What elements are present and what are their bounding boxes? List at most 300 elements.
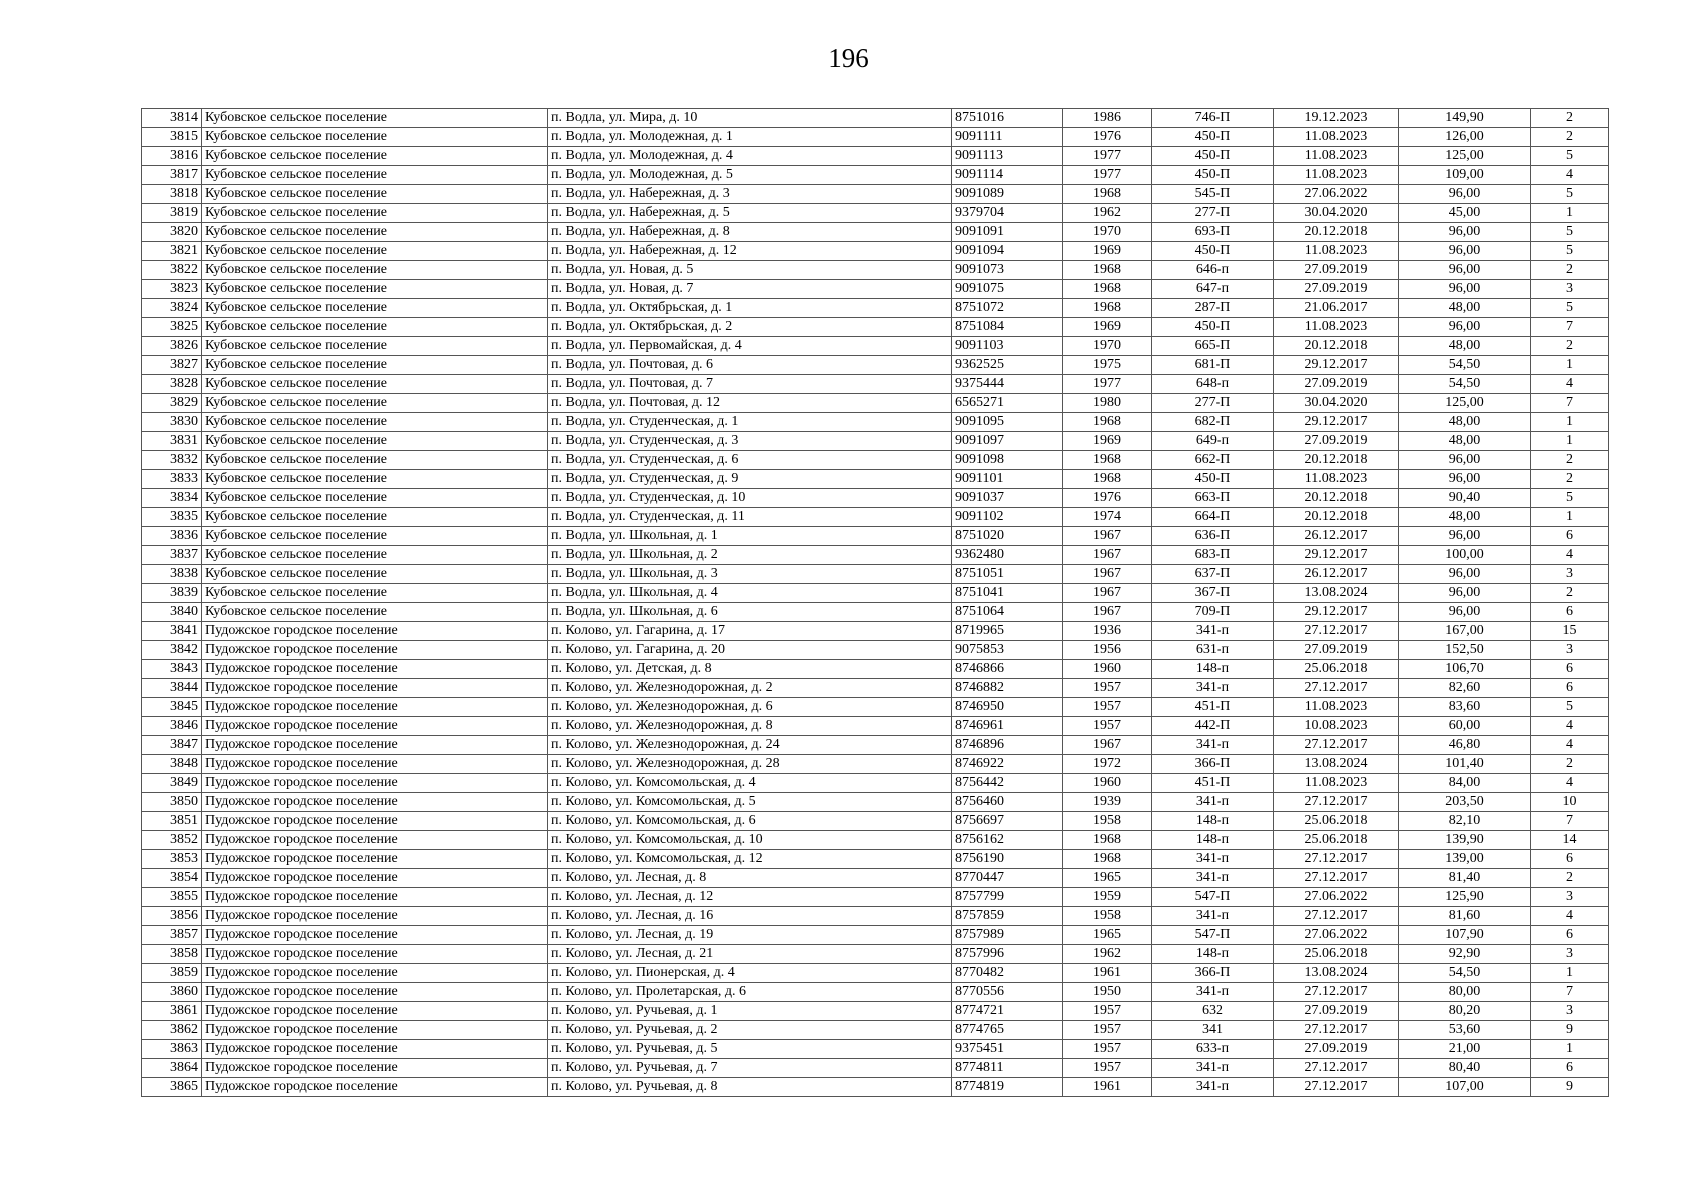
row-number-cell: 3842 (142, 641, 202, 660)
row-number-cell: 3838 (142, 565, 202, 584)
build-year-cell: 1962 (1063, 204, 1152, 223)
address-cell: п. Колово, ул. Лесная, д. 21 (548, 945, 952, 964)
row-number-cell: 3850 (142, 793, 202, 812)
area-cell: 48,00 (1399, 299, 1531, 318)
area-cell: 81,60 (1399, 907, 1531, 926)
build-year-cell: 1967 (1063, 584, 1152, 603)
address-cell: п. Водла, ул. Набережная, д. 3 (548, 185, 952, 204)
area-cell: 83,60 (1399, 698, 1531, 717)
residents-count-cell: 2 (1531, 128, 1609, 147)
area-cell: 80,20 (1399, 1002, 1531, 1021)
area-cell: 96,00 (1399, 185, 1531, 204)
area-cell: 21,00 (1399, 1040, 1531, 1059)
decree-number-cell: 633-п (1152, 1040, 1274, 1059)
row-number-cell: 3828 (142, 375, 202, 394)
decree-number-cell: 341 (1152, 1021, 1274, 1040)
building-id-cell: 9091102 (952, 508, 1063, 527)
build-year-cell: 1967 (1063, 527, 1152, 546)
build-year-cell: 1961 (1063, 1078, 1152, 1097)
decree-number-cell: 341-п (1152, 793, 1274, 812)
address-cell: п. Колово, ул. Ручьевая, д. 7 (548, 1059, 952, 1078)
area-cell: 48,00 (1399, 432, 1531, 451)
build-year-cell: 1960 (1063, 774, 1152, 793)
address-cell: п. Колово, ул. Гагарина, д. 20 (548, 641, 952, 660)
area-cell: 48,00 (1399, 413, 1531, 432)
decree-number-cell: 637-П (1152, 565, 1274, 584)
area-cell: 54,50 (1399, 964, 1531, 983)
settlement-cell: Кубовское сельское поселение (202, 489, 548, 508)
build-year-cell: 1962 (1063, 945, 1152, 964)
address-cell: п. Колово, ул. Лесная, д. 16 (548, 907, 952, 926)
residents-count-cell: 6 (1531, 1059, 1609, 1078)
residents-count-cell: 3 (1531, 565, 1609, 584)
row-number-cell: 3852 (142, 831, 202, 850)
area-cell: 96,00 (1399, 565, 1531, 584)
building-id-cell: 9091101 (952, 470, 1063, 489)
table-row (142, 831, 1609, 850)
row-number-cell: 3854 (142, 869, 202, 888)
building-id-cell: 8746961 (952, 717, 1063, 736)
settlement-cell: Кубовское сельское поселение (202, 299, 548, 318)
address-cell: п. Колово, ул. Пионерская, д. 4 (548, 964, 952, 983)
decree-number-cell: 709-П (1152, 603, 1274, 622)
build-year-cell: 1968 (1063, 299, 1152, 318)
residents-count-cell: 1 (1531, 432, 1609, 451)
decree-date-cell: 27.06.2022 (1274, 926, 1399, 945)
row-number-cell: 3840 (142, 603, 202, 622)
area-cell: 96,00 (1399, 261, 1531, 280)
residents-count-cell: 5 (1531, 147, 1609, 166)
settlement-cell: Пудожское городское поселение (202, 660, 548, 679)
decree-date-cell: 27.12.2017 (1274, 736, 1399, 755)
decree-date-cell: 27.09.2019 (1274, 1002, 1399, 1021)
row-number-cell: 3858 (142, 945, 202, 964)
settlement-cell: Пудожское городское поселение (202, 983, 548, 1002)
table-row (142, 641, 1609, 660)
building-id-cell: 8746922 (952, 755, 1063, 774)
build-year-cell: 1957 (1063, 679, 1152, 698)
row-number-cell: 3836 (142, 527, 202, 546)
settlement-cell: Пудожское городское поселение (202, 945, 548, 964)
settlement-cell: Пудожское городское поселение (202, 812, 548, 831)
table-row (142, 622, 1609, 641)
decree-number-cell: 341-п (1152, 983, 1274, 1002)
decree-number-cell: 148-п (1152, 812, 1274, 831)
building-id-cell: 9375451 (952, 1040, 1063, 1059)
building-id-cell: 8751084 (952, 318, 1063, 337)
residents-count-cell: 2 (1531, 584, 1609, 603)
area-cell: 96,00 (1399, 242, 1531, 261)
row-number-cell: 3845 (142, 698, 202, 717)
row-number-cell: 3860 (142, 983, 202, 1002)
row-number-cell: 3839 (142, 584, 202, 603)
area-cell: 48,00 (1399, 337, 1531, 356)
residents-count-cell: 5 (1531, 299, 1609, 318)
address-cell: п. Колово, ул. Комсомольская, д. 5 (548, 793, 952, 812)
build-year-cell: 1977 (1063, 166, 1152, 185)
decree-date-cell: 21.06.2017 (1274, 299, 1399, 318)
row-number-cell: 3819 (142, 204, 202, 223)
decree-date-cell: 27.09.2019 (1274, 641, 1399, 660)
row-number-cell: 3835 (142, 508, 202, 527)
table-row (142, 299, 1609, 318)
build-year-cell: 1976 (1063, 128, 1152, 147)
settlement-cell: Кубовское сельское поселение (202, 318, 548, 337)
area-cell: 96,00 (1399, 603, 1531, 622)
build-year-cell: 1970 (1063, 337, 1152, 356)
decree-date-cell: 11.08.2023 (1274, 698, 1399, 717)
build-year-cell: 1977 (1063, 375, 1152, 394)
settlement-cell: Пудожское городское поселение (202, 641, 548, 660)
settlement-cell: Пудожское городское поселение (202, 774, 548, 793)
area-cell: 106,70 (1399, 660, 1531, 679)
table-row (142, 679, 1609, 698)
area-cell: 101,40 (1399, 755, 1531, 774)
address-cell: п. Колово, ул. Комсомольская, д. 6 (548, 812, 952, 831)
residents-count-cell: 4 (1531, 717, 1609, 736)
build-year-cell: 1969 (1063, 242, 1152, 261)
table-row (142, 1002, 1609, 1021)
table-row (142, 242, 1609, 261)
decree-number-cell: 148-п (1152, 660, 1274, 679)
building-id-cell: 8770556 (952, 983, 1063, 1002)
address-cell: п. Водла, ул. Студенческая, д. 9 (548, 470, 952, 489)
row-number-cell: 3822 (142, 261, 202, 280)
building-id-cell: 6565271 (952, 394, 1063, 413)
area-cell: 152,50 (1399, 641, 1531, 660)
table-row (142, 755, 1609, 774)
decree-date-cell: 27.09.2019 (1274, 1040, 1399, 1059)
area-cell: 84,00 (1399, 774, 1531, 793)
building-id-cell: 8756442 (952, 774, 1063, 793)
table-row (142, 926, 1609, 945)
decree-date-cell: 25.06.2018 (1274, 812, 1399, 831)
building-id-cell: 8746896 (952, 736, 1063, 755)
building-id-cell: 9091037 (952, 489, 1063, 508)
residents-count-cell: 1 (1531, 508, 1609, 527)
build-year-cell: 1956 (1063, 641, 1152, 660)
address-cell: п. Водла, ул. Студенческая, д. 11 (548, 508, 952, 527)
settlement-cell: Пудожское городское поселение (202, 831, 548, 850)
build-year-cell: 1980 (1063, 394, 1152, 413)
build-year-cell: 1959 (1063, 888, 1152, 907)
row-number-cell: 3834 (142, 489, 202, 508)
build-year-cell: 1977 (1063, 147, 1152, 166)
building-id-cell: 9091075 (952, 280, 1063, 299)
build-year-cell: 1939 (1063, 793, 1152, 812)
address-cell: п. Колово, ул. Комсомольская, д. 12 (548, 850, 952, 869)
decree-number-cell: 341-п (1152, 679, 1274, 698)
settlement-cell: Кубовское сельское поселение (202, 565, 548, 584)
residents-count-cell: 3 (1531, 641, 1609, 660)
decree-date-cell: 11.08.2023 (1274, 242, 1399, 261)
residents-count-cell: 4 (1531, 774, 1609, 793)
build-year-cell: 1957 (1063, 1040, 1152, 1059)
table-row (142, 1059, 1609, 1078)
residents-count-cell: 2 (1531, 261, 1609, 280)
residents-count-cell: 9 (1531, 1021, 1609, 1040)
build-year-cell: 1967 (1063, 565, 1152, 584)
settlement-cell: Пудожское городское поселение (202, 1021, 548, 1040)
residents-count-cell: 4 (1531, 375, 1609, 394)
settlement-cell: Кубовское сельское поселение (202, 166, 548, 185)
area-cell: 139,90 (1399, 831, 1531, 850)
address-cell: п. Колово, ул. Гагарина, д. 17 (548, 622, 952, 641)
table-row (142, 489, 1609, 508)
residents-count-cell: 4 (1531, 907, 1609, 926)
decree-number-cell: 646-п (1152, 261, 1274, 280)
row-number-cell: 3848 (142, 755, 202, 774)
decree-number-cell: 632 (1152, 1002, 1274, 1021)
residents-count-cell: 2 (1531, 109, 1609, 128)
housing-registry-table (141, 108, 1609, 1097)
building-id-cell: 8774811 (952, 1059, 1063, 1078)
table-row (142, 565, 1609, 584)
building-id-cell: 9075853 (952, 641, 1063, 660)
settlement-cell: Пудожское городское поселение (202, 793, 548, 812)
settlement-cell: Кубовское сельское поселение (202, 413, 548, 432)
settlement-cell: Пудожское городское поселение (202, 1002, 548, 1021)
building-id-cell: 8774819 (952, 1078, 1063, 1097)
decree-date-cell: 20.12.2018 (1274, 508, 1399, 527)
row-number-cell: 3857 (142, 926, 202, 945)
build-year-cell: 1967 (1063, 603, 1152, 622)
residents-count-cell: 1 (1531, 204, 1609, 223)
row-number-cell: 3820 (142, 223, 202, 242)
address-cell: п. Колово, ул. Железнодорожная, д. 2 (548, 679, 952, 698)
decree-number-cell: 442-П (1152, 717, 1274, 736)
table-row (142, 128, 1609, 147)
settlement-cell: Кубовское сельское поселение (202, 432, 548, 451)
row-number-cell: 3826 (142, 337, 202, 356)
building-id-cell: 8774721 (952, 1002, 1063, 1021)
settlement-cell: Кубовское сельское поселение (202, 223, 548, 242)
address-cell: п. Водла, ул. Студенческая, д. 10 (548, 489, 952, 508)
settlement-cell: Кубовское сельское поселение (202, 375, 548, 394)
area-cell: 60,00 (1399, 717, 1531, 736)
residents-count-cell: 10 (1531, 793, 1609, 812)
settlement-cell: Кубовское сельское поселение (202, 527, 548, 546)
decree-date-cell: 10.08.2023 (1274, 717, 1399, 736)
area-cell: 80,40 (1399, 1059, 1531, 1078)
area-cell: 96,00 (1399, 280, 1531, 299)
residents-count-cell: 3 (1531, 888, 1609, 907)
build-year-cell: 1968 (1063, 831, 1152, 850)
residents-count-cell: 5 (1531, 698, 1609, 717)
area-cell: 80,00 (1399, 983, 1531, 1002)
area-cell: 96,00 (1399, 584, 1531, 603)
settlement-cell: Пудожское городское поселение (202, 1078, 548, 1097)
build-year-cell: 1960 (1063, 660, 1152, 679)
settlement-cell: Пудожское городское поселение (202, 1040, 548, 1059)
decree-number-cell: 341-п (1152, 1078, 1274, 1097)
residents-count-cell: 5 (1531, 489, 1609, 508)
decree-date-cell: 25.06.2018 (1274, 660, 1399, 679)
settlement-cell: Кубовское сельское поселение (202, 242, 548, 261)
area-cell: 203,50 (1399, 793, 1531, 812)
address-cell: п. Водла, ул. Студенческая, д. 3 (548, 432, 952, 451)
settlement-cell: Кубовское сельское поселение (202, 451, 548, 470)
table-row (142, 166, 1609, 185)
building-id-cell: 8751051 (952, 565, 1063, 584)
residents-count-cell: 2 (1531, 470, 1609, 489)
decree-number-cell: 682-П (1152, 413, 1274, 432)
decree-number-cell: 341-п (1152, 622, 1274, 641)
row-number-cell: 3864 (142, 1059, 202, 1078)
settlement-cell: Кубовское сельское поселение (202, 546, 548, 565)
decree-number-cell: 693-П (1152, 223, 1274, 242)
residents-count-cell: 2 (1531, 337, 1609, 356)
decree-number-cell: 647-п (1152, 280, 1274, 299)
row-number-cell: 3817 (142, 166, 202, 185)
address-cell: п. Колово, ул. Ручьевая, д. 5 (548, 1040, 952, 1059)
decree-date-cell: 13.08.2024 (1274, 964, 1399, 983)
build-year-cell: 1967 (1063, 736, 1152, 755)
settlement-cell: Пудожское городское поселение (202, 622, 548, 641)
building-id-cell: 9091094 (952, 242, 1063, 261)
table-row (142, 793, 1609, 812)
building-id-cell: 8719965 (952, 622, 1063, 641)
residents-count-cell: 6 (1531, 850, 1609, 869)
area-cell: 48,00 (1399, 508, 1531, 527)
decree-number-cell: 366-П (1152, 755, 1274, 774)
residents-count-cell: 1 (1531, 964, 1609, 983)
decree-number-cell: 367-П (1152, 584, 1274, 603)
address-cell: п. Водла, ул. Студенческая, д. 6 (548, 451, 952, 470)
table-row (142, 223, 1609, 242)
building-id-cell: 8756162 (952, 831, 1063, 850)
area-cell: 125,00 (1399, 394, 1531, 413)
building-id-cell: 8770482 (952, 964, 1063, 983)
address-cell: п. Водла, ул. Молодежная, д. 1 (548, 128, 952, 147)
table-row (142, 261, 1609, 280)
residents-count-cell: 4 (1531, 546, 1609, 565)
decree-date-cell: 27.09.2019 (1274, 432, 1399, 451)
table-row (142, 869, 1609, 888)
row-number-cell: 3862 (142, 1021, 202, 1040)
building-id-cell: 9091097 (952, 432, 1063, 451)
decree-number-cell: 341-п (1152, 907, 1274, 926)
area-cell: 96,00 (1399, 470, 1531, 489)
table-row (142, 1078, 1609, 1097)
decree-date-cell: 13.08.2024 (1274, 755, 1399, 774)
decree-date-cell: 29.12.2017 (1274, 413, 1399, 432)
decree-number-cell: 636-П (1152, 527, 1274, 546)
row-number-cell: 3829 (142, 394, 202, 413)
table-row (142, 774, 1609, 793)
decree-number-cell: 366-П (1152, 964, 1274, 983)
residents-count-cell: 2 (1531, 869, 1609, 888)
address-cell: п. Колово, ул. Лесная, д. 12 (548, 888, 952, 907)
decree-number-cell: 545-П (1152, 185, 1274, 204)
address-cell: п. Водла, ул. Октябрьская, д. 2 (548, 318, 952, 337)
row-number-cell: 3827 (142, 356, 202, 375)
table-row (142, 337, 1609, 356)
build-year-cell: 1957 (1063, 1059, 1152, 1078)
table-row (142, 660, 1609, 679)
area-cell: 53,60 (1399, 1021, 1531, 1040)
table-row (142, 945, 1609, 964)
table-row (142, 1021, 1609, 1040)
building-id-cell: 9091091 (952, 223, 1063, 242)
decree-number-cell: 450-П (1152, 166, 1274, 185)
area-cell: 125,00 (1399, 147, 1531, 166)
table-row (142, 812, 1609, 831)
building-id-cell: 8751041 (952, 584, 1063, 603)
residents-count-cell: 15 (1531, 622, 1609, 641)
building-id-cell: 8746866 (952, 660, 1063, 679)
decree-date-cell: 19.12.2023 (1274, 109, 1399, 128)
decree-number-cell: 664-П (1152, 508, 1274, 527)
decree-number-cell: 341-п (1152, 736, 1274, 755)
decree-date-cell: 27.12.2017 (1274, 793, 1399, 812)
address-cell: п. Водла, ул. Молодежная, д. 5 (548, 166, 952, 185)
build-year-cell: 1968 (1063, 261, 1152, 280)
address-cell: п. Колово, ул. Ручьевая, д. 2 (548, 1021, 952, 1040)
row-number-cell: 3833 (142, 470, 202, 489)
table-row (142, 698, 1609, 717)
address-cell: п. Водла, ул. Набережная, д. 5 (548, 204, 952, 223)
residents-count-cell: 7 (1531, 394, 1609, 413)
area-cell: 54,50 (1399, 375, 1531, 394)
decree-date-cell: 11.08.2023 (1274, 128, 1399, 147)
area-cell: 126,00 (1399, 128, 1531, 147)
decree-date-cell: 27.09.2019 (1274, 261, 1399, 280)
address-cell: п. Водла, ул. Молодежная, д. 4 (548, 147, 952, 166)
row-number-cell: 3844 (142, 679, 202, 698)
settlement-cell: Пудожское городское поселение (202, 926, 548, 945)
residents-count-cell: 5 (1531, 185, 1609, 204)
decree-date-cell: 20.12.2018 (1274, 223, 1399, 242)
decree-number-cell: 665-П (1152, 337, 1274, 356)
table-row (142, 318, 1609, 337)
building-id-cell: 9091103 (952, 337, 1063, 356)
table-row (142, 432, 1609, 451)
area-cell: 100,00 (1399, 546, 1531, 565)
building-id-cell: 8757989 (952, 926, 1063, 945)
decree-number-cell: 547-П (1152, 888, 1274, 907)
build-year-cell: 1974 (1063, 508, 1152, 527)
address-cell: п. Водла, ул. Набережная, д. 12 (548, 242, 952, 261)
decree-date-cell: 27.12.2017 (1274, 983, 1399, 1002)
row-number-cell: 3865 (142, 1078, 202, 1097)
decree-number-cell: 341-п (1152, 1059, 1274, 1078)
decree-date-cell: 27.09.2019 (1274, 375, 1399, 394)
area-cell: 90,40 (1399, 489, 1531, 508)
address-cell: п. Колово, ул. Детская, д. 8 (548, 660, 952, 679)
build-year-cell: 1975 (1063, 356, 1152, 375)
table-row (142, 204, 1609, 223)
build-year-cell: 1965 (1063, 869, 1152, 888)
table-row (142, 413, 1609, 432)
area-cell: 109,00 (1399, 166, 1531, 185)
area-cell: 107,00 (1399, 1078, 1531, 1097)
decree-date-cell: 20.12.2018 (1274, 451, 1399, 470)
decree-date-cell: 29.12.2017 (1274, 546, 1399, 565)
decree-date-cell: 11.08.2023 (1274, 166, 1399, 185)
build-year-cell: 1986 (1063, 109, 1152, 128)
building-id-cell: 8756190 (952, 850, 1063, 869)
settlement-cell: Кубовское сельское поселение (202, 261, 548, 280)
settlement-cell: Пудожское городское поселение (202, 698, 548, 717)
building-id-cell: 9091073 (952, 261, 1063, 280)
table-row (142, 394, 1609, 413)
area-cell: 149,90 (1399, 109, 1531, 128)
residents-count-cell: 7 (1531, 983, 1609, 1002)
address-cell: п. Водла, ул. Мира, д. 10 (548, 109, 952, 128)
decree-number-cell: 547-П (1152, 926, 1274, 945)
area-cell: 81,40 (1399, 869, 1531, 888)
